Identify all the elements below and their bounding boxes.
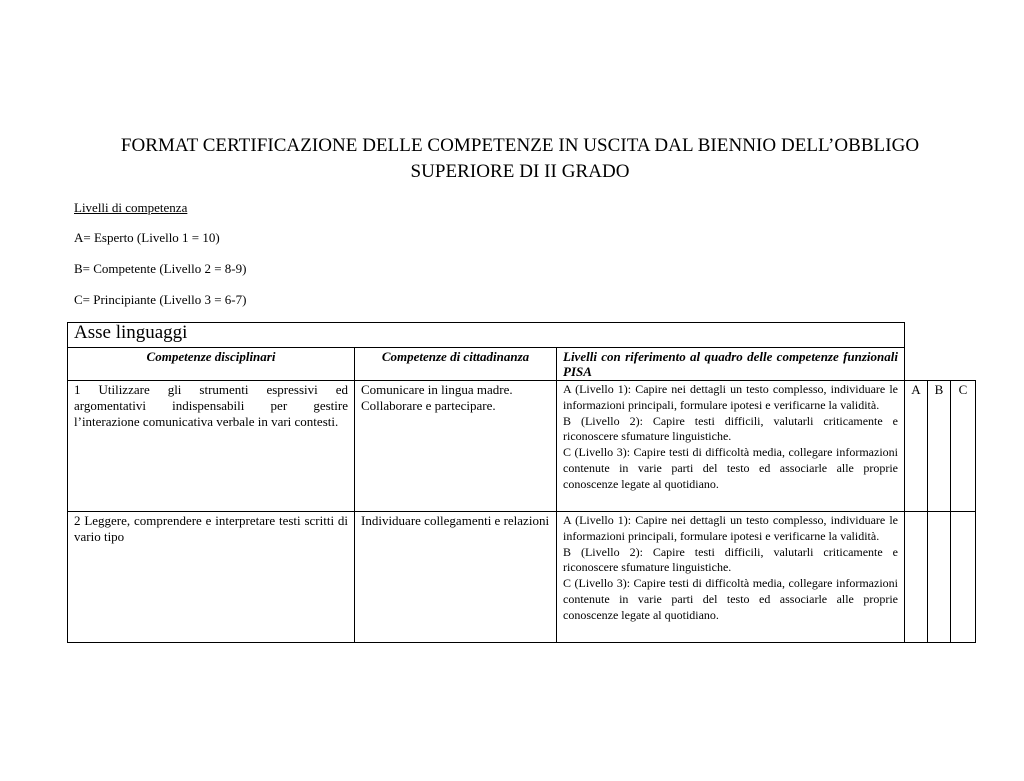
level-b: B= Competente (Livello 2 = 8-9) [74,261,247,276]
level-description-c: C (Livello 3): Capire testi di difficoltà media, collegare informazioni contenute in varie parti del testo ed associarle alle proprie conoscenze legate al quotidiano. [563,445,898,491]
citizenship-item: Collaborare e partecipare. [361,398,496,413]
header-disciplinari: Competenze disciplinari [68,348,355,381]
level-description-b: B (Livello 2): Capire testi difficili, valutarli criticamente e riconoscere sfumature linguistiche. [563,544,898,575]
blank-corner [905,323,976,381]
level-c-box[interactable] [951,512,976,643]
level-b-box[interactable] [928,512,951,643]
document-title-line-2: SUPERIORE DI II GRADO [410,161,630,182]
document-title [40,133,1000,185]
header-row [68,348,976,381]
citizenship-item: Individuare collegamenti e relazioni [361,513,550,528]
level-c: C= Principiante (Livello 3 = 6-7) [74,292,247,307]
level-c-box[interactable]: C [951,381,976,512]
disciplinary-competence-1: 1 Utilizzare gli strumenti espressivi ed argomentativi indispensabili per gestire l’interazione comunicativa verbale in vari contesti. [68,381,355,512]
level-a: A= Esperto (Livello 1 = 10) [74,230,220,245]
level-descriptions-2 [557,512,905,643]
level-descriptions-1 [557,381,905,512]
header-livelli: Livelli con riferimento al quadro delle competenze funzionali PISA [557,348,905,381]
levels-heading: Livelli di competenza [74,200,188,215]
disciplinary-competence-2: 2 Leggere, comprendere e interpretare testi scritti di vario tipo [68,512,355,643]
level-description-a: A (Livello 1): Capire nei dettagli un testo complesso, individuare le informazioni principali, formulare ipotesi e verificarne la validità. [563,382,898,412]
citizenship-competence-2 [355,512,557,643]
citizenship-item: Comunicare in lingua madre. [361,382,513,397]
axis-row [68,323,976,348]
level-description-c: C (Livello 3): Capire testi di difficoltà media, collegare informazioni contenute in varie parti del testo ed associarle alle proprie conoscenze legate al quotidiano. [563,576,898,622]
axis-title: Asse linguaggi [68,323,905,348]
level-a-box[interactable] [905,512,928,643]
competence-table [67,322,976,643]
table-row [68,512,976,643]
table-row [68,381,976,512]
level-description-a: A (Livello 1): Capire nei dettagli un testo complesso, individuare le informazioni principali, formulare ipotesi e verificarne la validità. [563,513,898,543]
level-description-b: B (Livello 2): Capire testi difficili, valutarli criticamente e riconoscere sfumature linguistiche. [563,413,898,444]
document-title-line-1: FORMAT CERTIFICAZIONE DELLE COMPETENZE IN USCITA DAL BIENNIO DELL’OBBLIGO [120,135,920,156]
level-b-box[interactable]: B [928,381,951,512]
level-a-box[interactable]: A [905,381,928,512]
header-cittadinanza: Competenze di cittadinanza [355,348,557,381]
citizenship-competence-1 [355,381,557,512]
